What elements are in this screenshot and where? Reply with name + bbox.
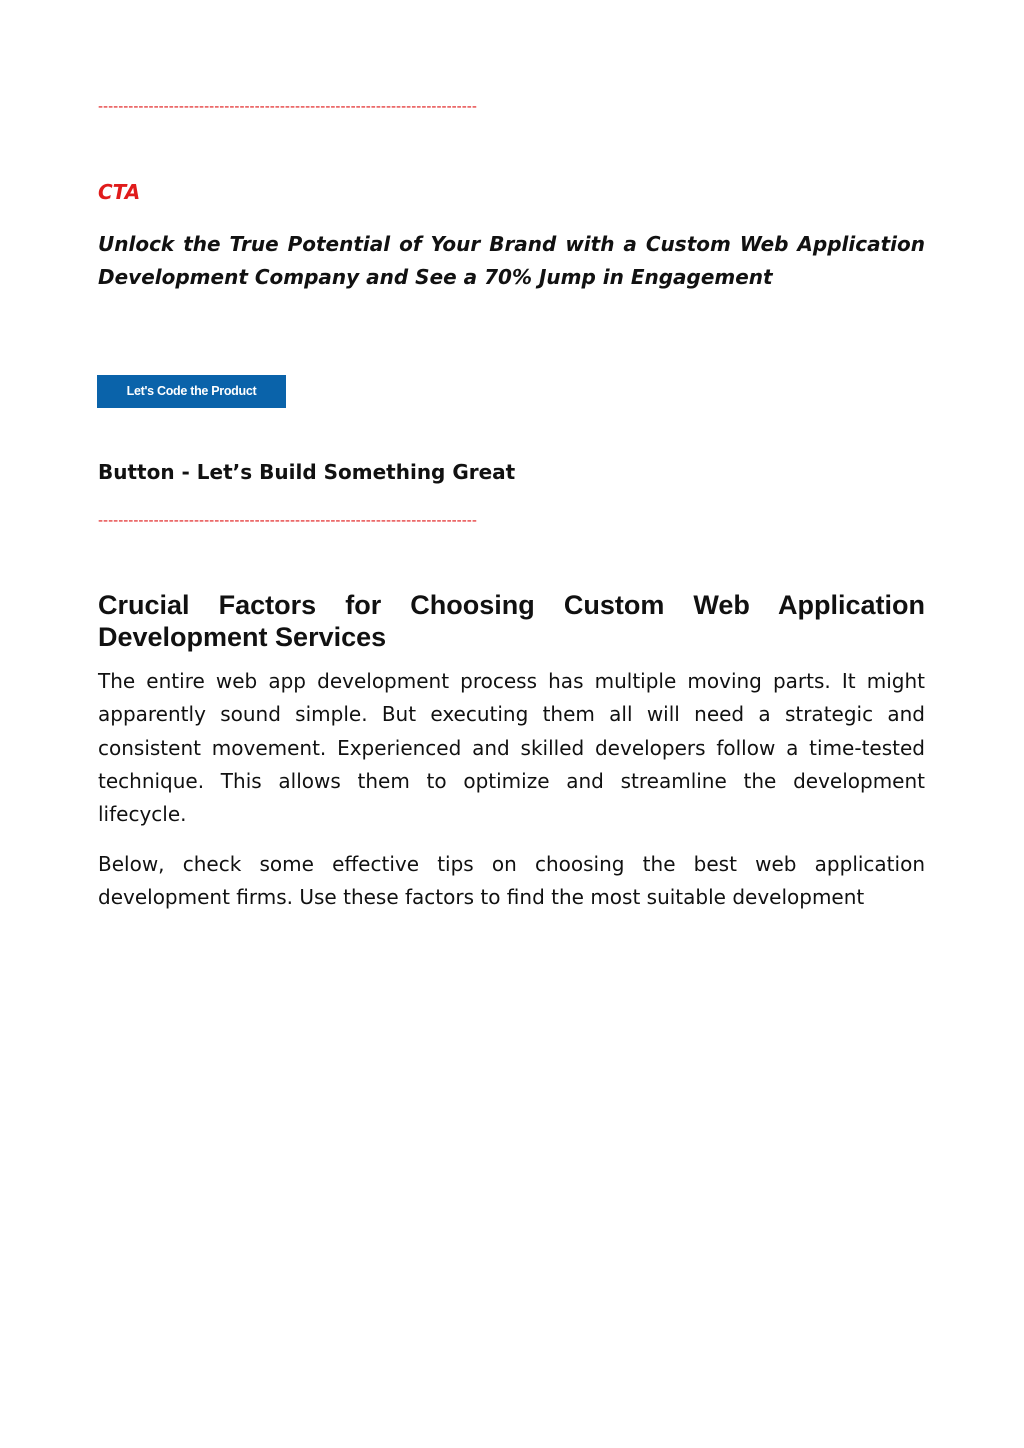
cta-label: CTA	[98, 180, 141, 204]
divider-bottom: ---------------------------------------------------------------------------	[98, 513, 477, 529]
button-note: Button - Let’s Build Something Great	[98, 460, 516, 484]
divider-top: ---------------------------------------------------------------------------	[98, 99, 477, 115]
section-heading: Crucial Factors for Choosing Custom Web Application Development Services	[98, 590, 925, 652]
section-paragraph: Below, check some effective tips on choosing the best web application development firms. Use these factors to find the most suitable development	[98, 852, 925, 910]
cta-headline: Unlock the True Potential of Your Brand with a Custom Web Application Development Company and See a 70% Jump in Engagement	[98, 232, 925, 289]
section-paragraph: The entire web app development process has multiple moving parts. It might apparently sound simple. But executing them all will need a strategic and consistent movement. Experienced and skilled developers follow a time-tested technique. This allows them to optimize and streamline the development lifecycle.	[98, 669, 925, 827]
lets-code-the-product-button[interactable]: Let's Code the Product	[97, 375, 286, 408]
